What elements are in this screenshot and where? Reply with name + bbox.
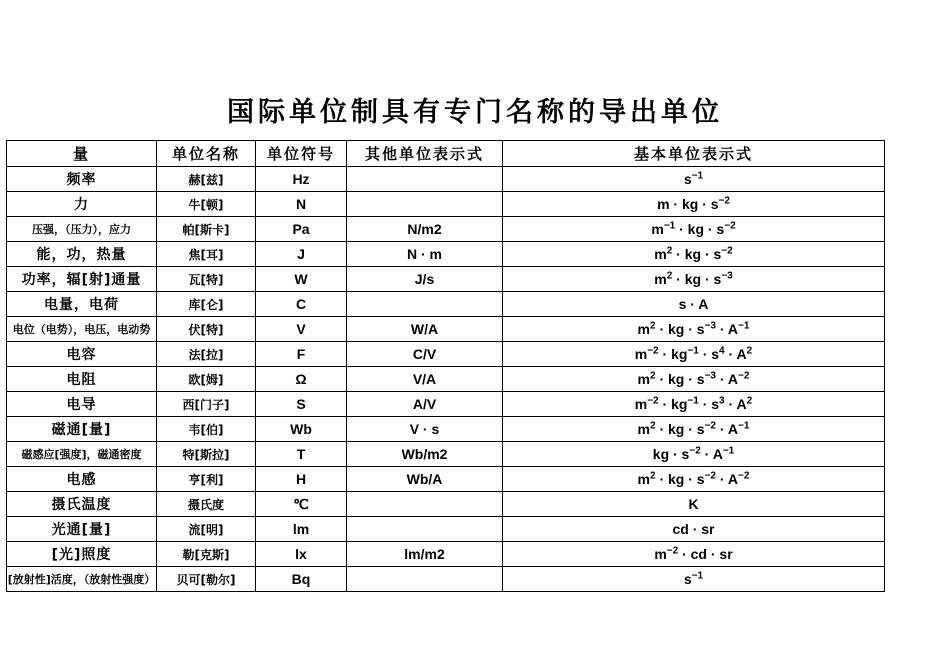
table-row: [7, 442, 885, 467]
cell-unit-name: 摄氏度: [157, 492, 256, 517]
cell-unit-name: 伏[特]: [157, 317, 256, 342]
cell-quantity: 光通[量]: [7, 517, 157, 542]
cell-base-units: $m^2$ · kg · $s^{-2} \cdot A^{-1}$: [503, 417, 885, 442]
cell-unit-name: 赫[兹]: [157, 167, 256, 192]
cell-other-units: N · m: [347, 242, 503, 267]
cell-other-units: V/A: [347, 367, 503, 392]
cell-other-units: [347, 167, 503, 192]
cell-quantity: 能，功，热量: [7, 242, 157, 267]
table-row: [7, 517, 885, 542]
table-body: [7, 167, 885, 592]
cell-unit-symbol: Wb: [256, 417, 347, 442]
si-derived-units-table: [6, 140, 885, 592]
cell-unit-name: 帕[斯卡]: [157, 217, 256, 242]
cell-other-units: [347, 192, 503, 217]
cell-base-units: $m^{-2}$ · cd · sr: [503, 542, 885, 567]
cell-unit-name: 瓦[特]: [157, 267, 256, 292]
cell-other-units: W/A: [347, 317, 503, 342]
cell-unit-name: 库[仑]: [157, 292, 256, 317]
cell-quantity: 力: [7, 192, 157, 217]
cell-other-units: Wb/A: [347, 467, 503, 492]
cell-unit-name: 贝可[勒尔]: [157, 567, 256, 592]
cell-quantity: 频率: [7, 167, 157, 192]
cell-quantity: 磁感应[强度]，磁通密度: [7, 442, 157, 467]
cell-quantity: 功率，辐[射]通量: [7, 267, 157, 292]
cell-unit-symbol: Bq: [256, 567, 347, 592]
cell-unit-symbol: S: [256, 392, 347, 417]
cell-unit-symbol: Ω: [256, 367, 347, 392]
cell-quantity: 磁通[量]: [7, 417, 157, 442]
cell-unit-name: 特[斯拉]: [157, 442, 256, 467]
cell-unit-symbol: lx: [256, 542, 347, 567]
cell-other-units: [347, 567, 503, 592]
cell-other-units: N/m2: [347, 217, 503, 242]
cell-base-units: kg · $s^{-2} \cdot A^{-1}$: [503, 442, 885, 467]
cell-unit-symbol: H: [256, 467, 347, 492]
cell-unit-symbol: J: [256, 242, 347, 267]
table-row: [7, 567, 885, 592]
table-row: [7, 267, 885, 292]
cell-base-units: $m^{-1}$ · kg · $s^{-2}$: [503, 217, 885, 242]
cell-quantity: 电感: [7, 467, 157, 492]
cell-quantity: 摄氏温度: [7, 492, 157, 517]
cell-base-units: $m^{-2} \cdot kg^{-1} \cdot s^3 \cdot A^2$: [503, 392, 885, 417]
cell-other-units: [347, 292, 503, 317]
header-unit-symbol: 单位符号: [256, 141, 347, 167]
cell-base-units: $m^2$ · kg · $s^{-2}$: [503, 242, 885, 267]
cell-unit-name: 焦[耳]: [157, 242, 256, 267]
cell-base-units: $m^2$ · kg · $s^{-3}$: [503, 267, 885, 292]
cell-base-units: $s^{-1}$: [503, 567, 885, 592]
cell-base-units: $m^2$ · kg · $s^{-3} \cdot A^{-1}$: [503, 317, 885, 342]
cell-unit-symbol: F: [256, 342, 347, 367]
cell-base-units: $m^2$ · kg · $s^{-2} \cdot A^{-2}$: [503, 467, 885, 492]
cell-other-units: C/V: [347, 342, 503, 367]
cell-other-units: [347, 492, 503, 517]
cell-unit-name: 欧[姆]: [157, 367, 256, 392]
cell-quantity: 电阻: [7, 367, 157, 392]
cell-quantity: [放射性]活度，（放射性强度）: [7, 567, 157, 592]
cell-base-units: s · A: [503, 292, 885, 317]
cell-unit-name: 法[拉]: [157, 342, 256, 367]
header-quantity: 量: [7, 141, 157, 167]
cell-base-units: $m^2$ · kg · $s^{-3} \cdot A^{-2}$: [503, 367, 885, 392]
cell-other-units: [347, 517, 503, 542]
cell-unit-symbol: ℃: [256, 492, 347, 517]
cell-unit-symbol: C: [256, 292, 347, 317]
cell-base-units: $s^{-1}$: [503, 167, 885, 192]
table-row: [7, 292, 885, 317]
cell-unit-name: 亨[利]: [157, 467, 256, 492]
cell-base-units: m · kg · $s^{-2}$: [503, 192, 885, 217]
table-row: [7, 242, 885, 267]
table-row: [7, 367, 885, 392]
table-row: [7, 492, 885, 517]
table-row: [7, 217, 885, 242]
cell-other-units: lm/m2: [347, 542, 503, 567]
table-row: [7, 392, 885, 417]
cell-unit-name: 牛[顿]: [157, 192, 256, 217]
page-title: 国际单位制具有专门名称的导出单位: [227, 97, 723, 128]
cell-quantity: 电导: [7, 392, 157, 417]
cell-base-units: cd · sr: [503, 517, 885, 542]
cell-unit-symbol: N: [256, 192, 347, 217]
cell-unit-name: 勒[克斯]: [157, 542, 256, 567]
cell-unit-name: 韦[伯]: [157, 417, 256, 442]
cell-other-units: A/V: [347, 392, 503, 417]
table-row: [7, 192, 885, 217]
table-row: [7, 342, 885, 367]
table-row: [7, 467, 885, 492]
header-base-units: 基本单位表示式: [503, 141, 885, 167]
cell-unit-symbol: T: [256, 442, 347, 467]
cell-unit-name: 流[明]: [157, 517, 256, 542]
table-row: [7, 417, 885, 442]
cell-unit-symbol: V: [256, 317, 347, 342]
cell-other-units: Wb/m2: [347, 442, 503, 467]
cell-other-units: V · s: [347, 417, 503, 442]
table-row: [7, 167, 885, 192]
cell-quantity: 电容: [7, 342, 157, 367]
cell-quantity: 电量，电荷: [7, 292, 157, 317]
cell-quantity: [光]照度: [7, 542, 157, 567]
header-other-units: 其他单位表示式: [347, 141, 503, 167]
table-header-row: [7, 141, 885, 167]
header-unit-name: 单位名称: [157, 141, 256, 167]
cell-quantity: 电位（电势），电压，电动势: [7, 317, 157, 342]
table-row: [7, 542, 885, 567]
cell-quantity: 压强，（压力），应力: [7, 217, 157, 242]
cell-base-units: $m^{-2} \cdot kg^{-1} \cdot s^4 \cdot A^2$: [503, 342, 885, 367]
cell-unit-symbol: lm: [256, 517, 347, 542]
cell-unit-symbol: W: [256, 267, 347, 292]
cell-unit-symbol: Pa: [256, 217, 347, 242]
cell-base-units: K: [503, 492, 885, 517]
cell-other-units: J/s: [347, 267, 503, 292]
table-row: [7, 317, 885, 342]
cell-unit-name: 西[门子]: [157, 392, 256, 417]
cell-unit-symbol: Hz: [256, 167, 347, 192]
